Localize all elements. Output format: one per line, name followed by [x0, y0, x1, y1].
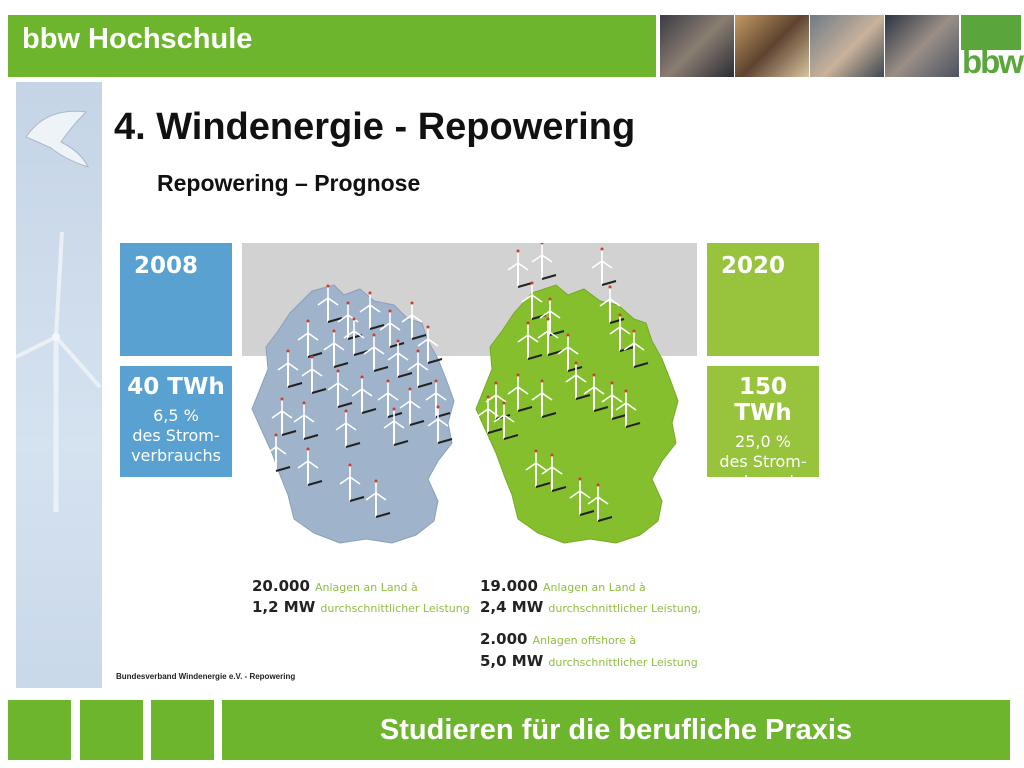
energy-2020-box: [707, 366, 819, 491]
slide-title: 4. Windenergie - Repowering: [114, 106, 636, 148]
share-2008-text: [120, 406, 232, 466]
year-2020-label: 2020: [721, 253, 786, 279]
germany-maps: [242, 243, 697, 573]
share-2020-line2: des Strom-: [719, 452, 807, 471]
stat-2008-count-desc: Anlagen an Land à: [314, 581, 418, 594]
footer-tagline: Studieren für die berufliche Praxis: [379, 714, 853, 746]
footer-square: [151, 700, 214, 760]
seagull-windturbine-illustration: [16, 82, 102, 688]
side-decoration: [16, 82, 102, 688]
stat-2008-count: 20.000: [252, 577, 310, 595]
share-2008-line2: des Strom-: [132, 426, 220, 445]
header-photo-strip: [660, 15, 960, 77]
header-photo: [660, 15, 735, 77]
stat-2020-offshore-row: [480, 629, 636, 648]
stat-2020-onshore-row: [480, 576, 646, 595]
header-bar: [8, 15, 656, 77]
energy-2008-box: [120, 366, 232, 477]
germany-map-2020: [476, 285, 678, 543]
slide-subtitle: Repowering – Prognose: [157, 170, 421, 196]
footer-bar: [222, 700, 1010, 760]
share-2020-line3: verbrauchs: [718, 472, 808, 491]
source-caption: Bundesverband Windenergie e.V. - Repowering: [116, 672, 296, 681]
share-2020-text: [707, 432, 819, 492]
stat-2020-onshore-power: 2,4 MW: [480, 598, 544, 616]
stat-2020-onshore-power-row: [480, 597, 701, 616]
stat-2008-power-row: [252, 597, 470, 616]
footer-square: [8, 700, 71, 760]
share-2008-line3: verbrauchs: [131, 446, 221, 465]
wind-turbine-icon: [532, 243, 556, 279]
stat-2020-offshore-count: 2.000: [480, 630, 528, 648]
year-2020-box: [707, 243, 819, 356]
header-photo: [735, 15, 810, 77]
energy-2020-value: 150 TWh: [734, 374, 792, 426]
stat-2020-offshore-desc: Anlagen offshore à: [532, 634, 637, 647]
wind-turbine-icon: [508, 250, 532, 288]
stat-2020-offshore-power: 5,0 MW: [480, 652, 544, 670]
stat-2008-power: 1,2 MW: [252, 598, 316, 616]
stat-2020-onshore-count: 19.000: [480, 577, 538, 595]
stat-2020-onshore-power-desc: durchschnittlicher Leistung,: [548, 602, 702, 615]
bbw-logo: [961, 15, 1022, 80]
wind-turbine-icon: [592, 248, 616, 286]
header-photo: [885, 15, 960, 77]
stat-2020-offshore-power-row: [480, 651, 698, 670]
year-2008-box: [120, 243, 232, 356]
header-photo: [810, 15, 885, 77]
energy-2008-value: 40 TWh: [127, 374, 225, 400]
footer-square: [80, 700, 143, 760]
bbw-logo-text: bbw: [962, 43, 1022, 80]
share-2020-percent: 25,0 %: [735, 432, 791, 451]
stat-2020-onshore-desc: Anlagen an Land à: [542, 581, 646, 594]
header-title: bbw Hochschule: [22, 23, 253, 55]
share-2008-percent: 6,5 %: [153, 406, 199, 425]
stat-2008-power-desc: durchschnittlicher Leistung: [320, 602, 470, 615]
stat-2008-count-row: [252, 576, 418, 595]
stat-2020-offshore-power-desc: durchschnittlicher Leistung: [548, 656, 698, 669]
year-2008-label: 2008: [134, 253, 199, 279]
